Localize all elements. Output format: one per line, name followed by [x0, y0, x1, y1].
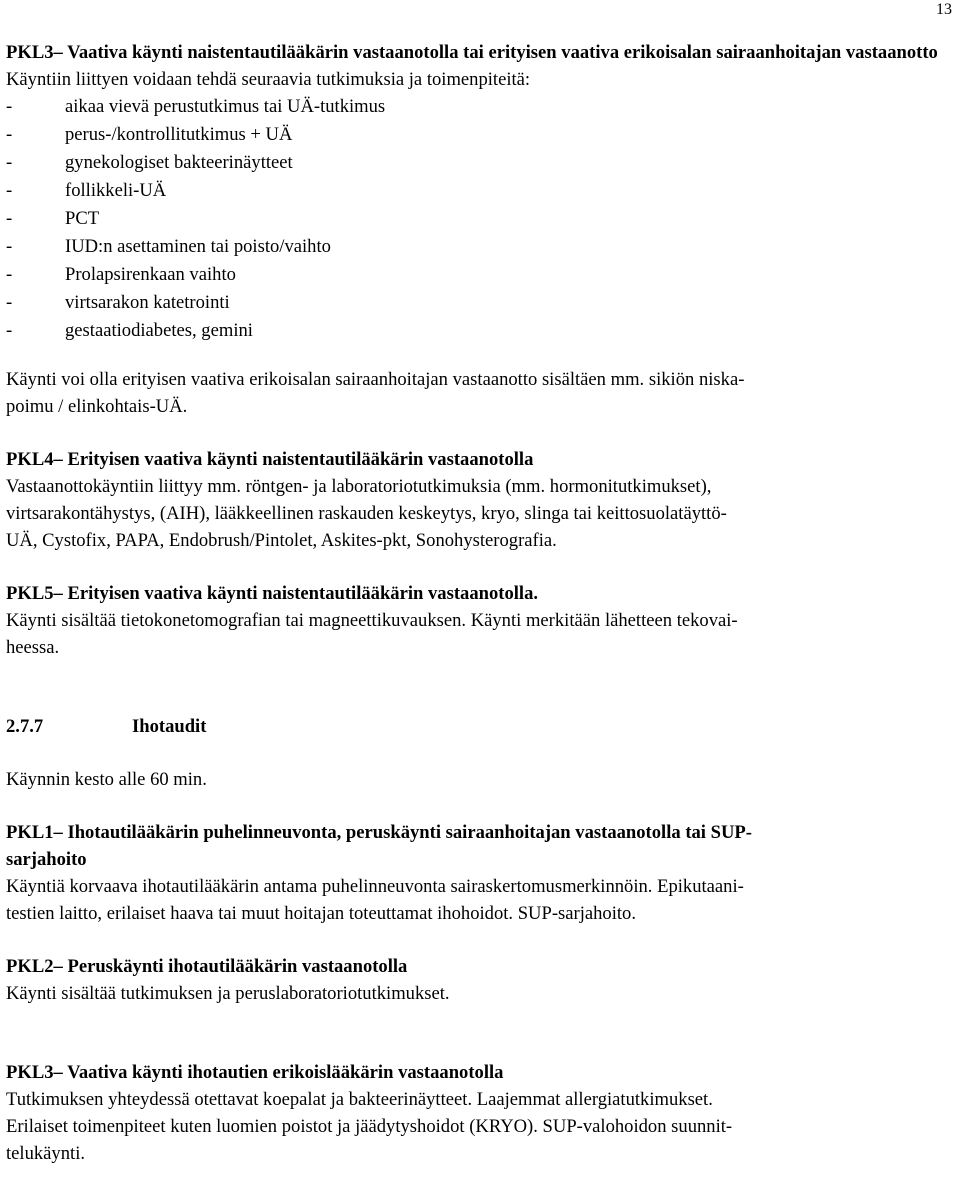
- dash-bullet: -: [6, 264, 13, 285]
- section-number: 2.7.7: [6, 716, 44, 737]
- list-item: - Prolapsirenkaan vaihto: [6, 261, 954, 289]
- list-item: - gynekologiset bakteerinäytteet: [6, 149, 954, 177]
- list-item: - aikaa vievä perustutkimus tai UÄ-tutkimus: [6, 93, 954, 121]
- list-item: - gestaatiodiabetes, gemini: [6, 317, 954, 345]
- list-item: - follikkeli-UÄ: [6, 177, 954, 205]
- pkl3-gyn-intro: Käyntiin liittyen voidaan tehdä seuraavia tutkimuksia ja toimenpiteitä:: [6, 69, 531, 90]
- pkl4-gyn-line-2: virtsarakontähystys, (AIH), lääkkeellinen raskauden keskeytys, kryo, slinga tai keittosuolatäyttö-: [6, 503, 727, 524]
- dash-bullet: -: [6, 320, 13, 341]
- pkl1-derm-heading-line-2: sarjahoito: [6, 849, 87, 870]
- list-item: - IUD:n asettaminen tai poisto/vaihto: [6, 233, 954, 261]
- pkl3-derm-line-1: Tutkimuksen yhteydessä otettavat koepalat ja bakteerinäytteet. Laajemmat allergiatutkimukset.: [6, 1089, 713, 1110]
- page-number: 13: [936, 1, 952, 18]
- section-heading-dermatology: [6, 713, 954, 740]
- section-title: Ihotaudit: [132, 716, 207, 737]
- pkl3-derm-heading: PKL3– Vaativa käynti ihotautien erikoislääkärin vastaanotolla: [6, 1062, 504, 1083]
- list-item: - perus-/kontrollitutkimus + UÄ: [6, 121, 954, 149]
- pkl1-derm-line-2: testien laitto, erilaiset haava tai muut hoitajan toteuttamat ihohoidot. SUP-sarjahoito.: [6, 903, 636, 924]
- pkl1-derm-heading-line-1: PKL1– Ihotautilääkärin puhelinneuvonta, peruskäynti sairaanhoitajan vastaanotolla tai SUP-: [6, 822, 752, 843]
- derm-duration: Käynnin kesto alle 60 min.: [6, 769, 207, 790]
- list-item: - virtsarakon katetrointi: [6, 289, 954, 317]
- dash-bullet: -: [6, 96, 13, 117]
- dash-bullet: -: [6, 124, 13, 145]
- document-content: [6, 39, 954, 1167]
- pkl4-gyn-heading: PKL4– Erityisen vaativa käynti naistentautilääkärin vastaanotolla: [6, 449, 534, 470]
- pkl3-gyn-note-line-1: Käynti voi olla erityisen vaativa erikoisalan sairaanhoitajan vastaanotto sisältäen mm. sikiön niska-: [6, 369, 745, 390]
- list-item: - PCT: [6, 205, 954, 233]
- pkl2-derm-heading: PKL2– Peruskäynti ihotautilääkärin vastaanotolla: [6, 956, 408, 977]
- pkl5-gyn-line-2: heessa.: [6, 637, 60, 658]
- pkl3-derm-line-3: telukäynti.: [6, 1143, 86, 1164]
- pkl4-gyn-line-3: UÄ, Cystofix, PAPA, Endobrush/Pintolet, Askites-pkt, Sonohysterografia.: [6, 530, 557, 551]
- pkl3-gyn-note-line-2: poimu / elinkohtais-UÄ.: [6, 396, 188, 417]
- dash-bullet: -: [6, 180, 13, 201]
- pkl3-gyn-procedure-list: [6, 93, 954, 345]
- pkl3-gyn-heading: PKL3– Vaativa käynti naistentautilääkärin vastaanotolla tai erityisen vaativa erikoisalan sairaanhoitajan vastaanotto: [6, 42, 938, 63]
- pkl2-derm-line-1: Käynti sisältää tutkimuksen ja peruslaboratoriotutkimukset.: [6, 983, 450, 1004]
- dash-bullet: -: [6, 292, 13, 313]
- dash-bullet: -: [6, 208, 13, 229]
- pkl5-gyn-line-1: Käynti sisältää tietokonetomografian tai magneettikuvauksen. Käynti merkitään lähetteen tekovai-: [6, 610, 738, 631]
- pkl5-gyn-heading: PKL5– Erityisen vaativa käynti naistentautilääkärin vastaanotolla.: [6, 583, 539, 604]
- pkl1-derm-line-1: Käyntiä korvaava ihotautilääkärin antama puhelinneuvonta sairaskertomusmerkinnöin. Epikutaani-: [6, 876, 744, 897]
- dash-bullet: -: [6, 152, 13, 173]
- dash-bullet: -: [6, 236, 13, 257]
- pkl4-gyn-line-1: Vastaanottokäyntiin liittyy mm. röntgen- ja laboratoriotutkimuksia (mm. hormonitutkimukset),: [6, 476, 712, 497]
- pkl3-derm-line-2: Erilaiset toimenpiteet kuten luomien poistot ja jäädytyshoidot (KRYO). SUP-valohoidon suunnit-: [6, 1116, 733, 1137]
